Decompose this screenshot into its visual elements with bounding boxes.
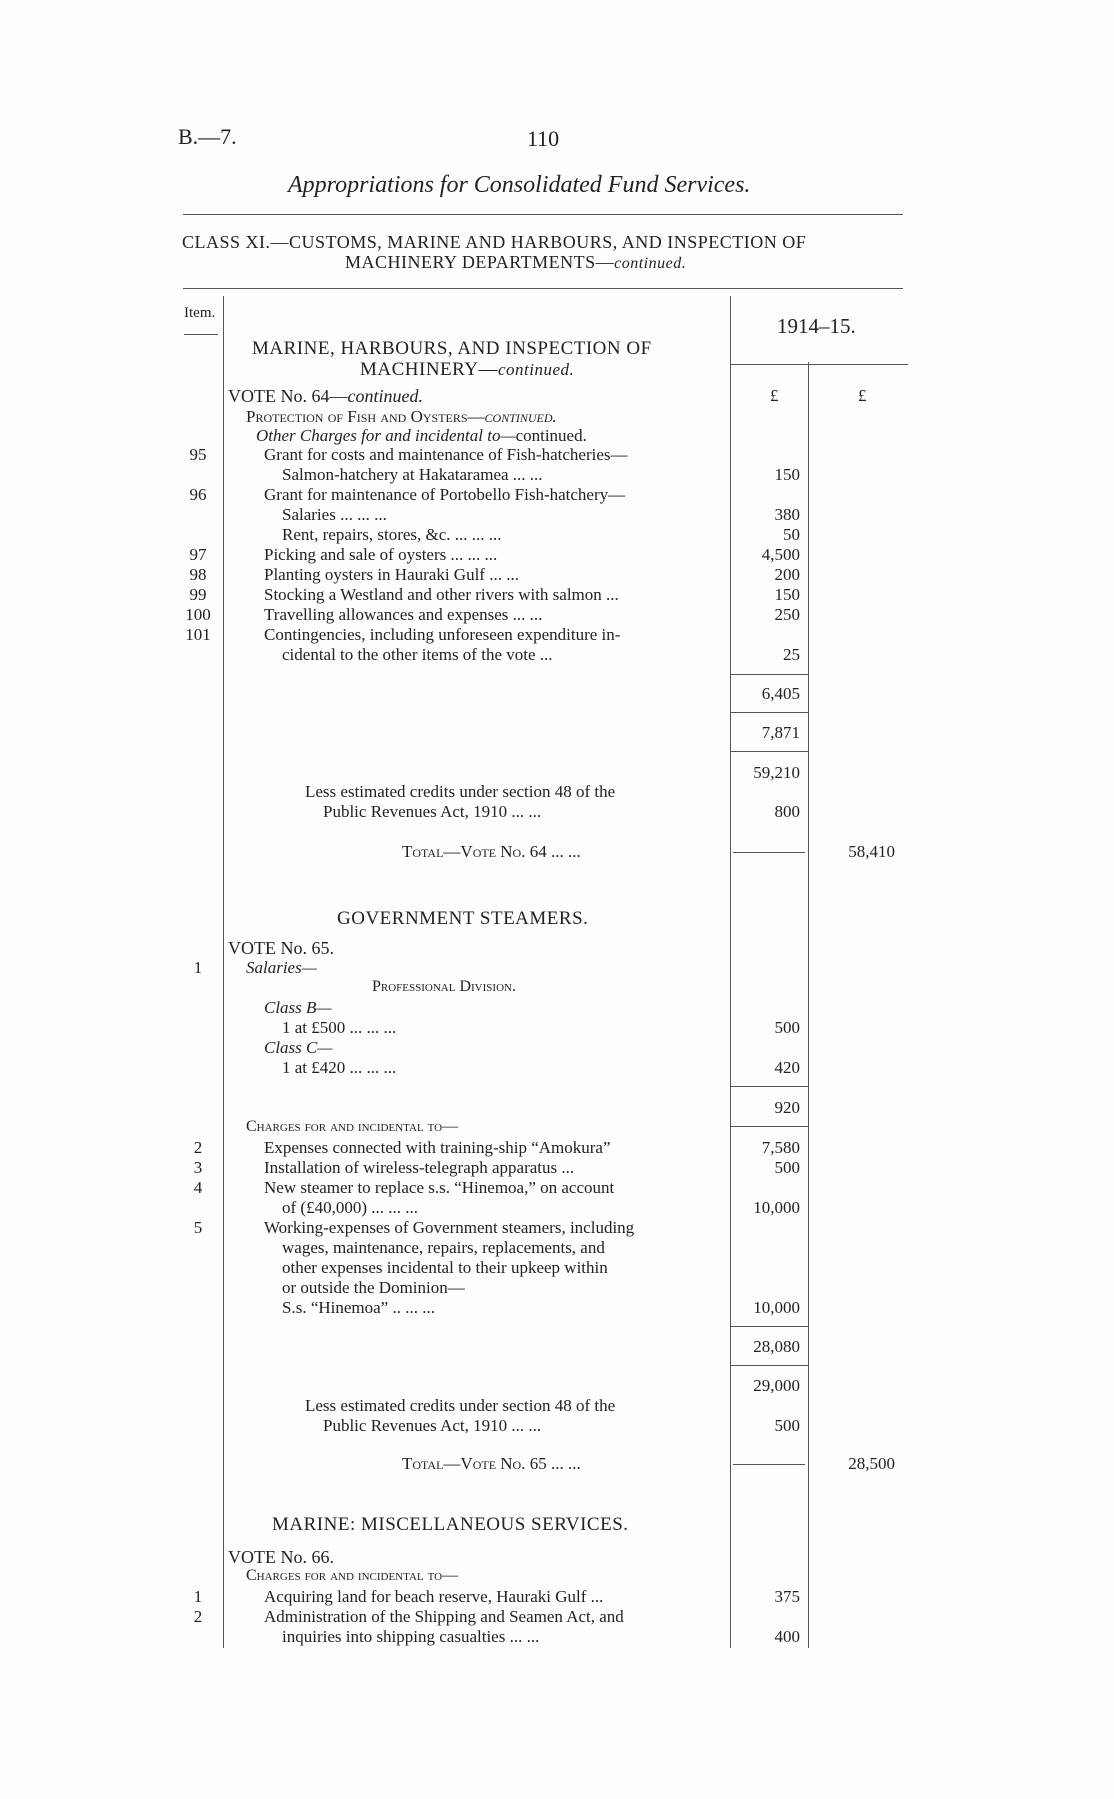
item-number: 96 [189, 485, 207, 504]
item-header: Item. [184, 305, 216, 321]
row-amount: 200 [774, 565, 800, 584]
table-row [0, 1627, 1114, 1647]
row-description: Installation of wireless-telegraph apparatus ... [264, 1158, 575, 1177]
row-amount: 10,000 [753, 1198, 800, 1217]
row-amount: 250 [774, 605, 800, 624]
row-description: cidental to the other items of the vote ... [282, 645, 553, 664]
marine-subtotal-3: 59,210 [753, 763, 800, 782]
row-amount: 7,580 [761, 1138, 800, 1157]
class-c-heading: Class C— [264, 1038, 333, 1057]
item-number: 97 [189, 545, 207, 564]
row-description: inquiries into shipping casualties ... ... [282, 1627, 540, 1646]
table-row [0, 1298, 1114, 1318]
row-description: Acquiring land for beach reserve, Hauraki Gulf ... [264, 1587, 604, 1606]
row-amount: 10,000 [753, 1298, 800, 1317]
steamers-less-line1: Less estimated credits under section 48 of the [305, 1396, 616, 1415]
misc-charges-heading: Charges for and incidental to— [246, 1567, 459, 1584]
year-header-rule [730, 364, 908, 365]
subtotal-rule [730, 712, 808, 713]
table-row [0, 1198, 1114, 1218]
row-amount: 375 [774, 1587, 800, 1606]
subtotal-rule [730, 674, 808, 675]
marine-title-cont: continued. [498, 360, 575, 379]
marine-less-line2: Public Revenues Act, 1910 ... ... [323, 802, 542, 821]
other-charges-cont: continued. [515, 426, 587, 445]
row-description: Salmon-hatchery at Hakataramea ... ... [282, 465, 543, 484]
marine-subtotal-1: 6,405 [761, 684, 800, 703]
table-row [0, 1238, 1114, 1258]
vote-64-cont: continued. [347, 386, 423, 406]
misc-title: MARINE: MISCELLANEOUS SERVICES. [272, 1514, 629, 1535]
item-number: 95 [189, 445, 207, 464]
marine-total-value: 58,410 [848, 842, 895, 861]
divider [183, 214, 903, 215]
class-title-cont: continued. [614, 255, 687, 272]
subtotal-rule [730, 1126, 808, 1127]
marine-title-2 [360, 359, 574, 381]
table-row [0, 625, 1114, 645]
protection-heading [246, 407, 557, 427]
table-row [0, 1158, 1114, 1178]
class-c-line: 1 at £420 ... ... ... [282, 1058, 397, 1077]
row-amount: 380 [774, 505, 800, 524]
item-number: 5 [193, 1218, 203, 1237]
class-title-line2 [345, 252, 686, 273]
class-title-line1: CLASS XI.—CUSTOMS, MARINE AND HARBOURS, AND INSPECTION OF [182, 232, 807, 252]
subtotal-rule [730, 1086, 808, 1087]
steamers-subtotal-2: 29,000 [753, 1376, 800, 1395]
steamers-charges-heading: Charges for and incidental to— [246, 1118, 459, 1135]
vote-64: VOTE No. 64— [228, 386, 348, 406]
class-b-line: 1 at £500 ... ... ... [282, 1018, 397, 1037]
row-description: Contingencies, including unforeseen expenditure in- [264, 625, 621, 644]
protection-label: Protection of Fish and Oysters— [246, 407, 485, 426]
table-row [0, 1278, 1114, 1298]
row-description: New steamer to replace s.s. “Hinemoa,” on account [264, 1178, 615, 1197]
row-amount: 150 [774, 465, 800, 484]
table-row [0, 605, 1114, 625]
vote-66: VOTE No. 66. [228, 1547, 334, 1567]
table-row [0, 445, 1114, 465]
row-description: Salaries ... ... ... [282, 505, 387, 524]
row-amount: 50 [783, 525, 800, 544]
row-description: Working-expenses of Government steamers, including [264, 1218, 635, 1237]
divider [183, 288, 903, 289]
marine-total-label: Total—Vote No. 64 ... ... [402, 842, 581, 861]
class-c-amount: 420 [774, 1058, 800, 1077]
item-number: 2 [193, 1607, 203, 1626]
salaries-total: 920 [774, 1098, 800, 1117]
marine-less-amount: 800 [774, 802, 800, 821]
table-row [0, 1607, 1114, 1627]
row-description: other expenses incidental to their upkeep within [282, 1258, 608, 1277]
steamers-less-amount: 500 [774, 1416, 800, 1435]
salaries-heading: Salaries— [246, 958, 317, 977]
table-row [0, 485, 1114, 505]
table-row [0, 585, 1114, 605]
table-row [0, 505, 1114, 525]
row-description: Travelling allowances and expenses ... ... [264, 605, 543, 624]
row-amount: 25 [783, 645, 800, 664]
item-number: 101 [185, 625, 211, 644]
table-row [0, 1258, 1114, 1278]
marine-subtotal-2: 7,871 [761, 723, 800, 742]
row-description: Grant for maintenance of Portobello Fish-hatchery— [264, 485, 626, 504]
table-row [0, 1178, 1114, 1198]
subtotal-rule [730, 1326, 808, 1327]
page-title: Appropriations for Consolidated Fund Services. [288, 172, 751, 198]
steamers-subtotal-1: 28,080 [753, 1337, 800, 1356]
steamers-total-label: Total—Vote No. 65 ... ... [402, 1454, 581, 1473]
table-row [0, 645, 1114, 665]
table-row [0, 565, 1114, 585]
year-header: 1914–15. [777, 314, 856, 338]
table-row [0, 1138, 1114, 1158]
marine-less-line1: Less estimated credits under section 48 of the [305, 782, 616, 801]
item-number: 98 [189, 565, 207, 584]
row-description: Rent, repairs, stores, &c. ... ... ... [282, 525, 502, 544]
table-row [0, 545, 1114, 565]
protection-cont: continued. [484, 407, 557, 426]
subtotal-rule [730, 751, 808, 752]
row-description: S.s. “Hinemoa” .. ... ... [282, 1298, 435, 1317]
other-charges-heading [256, 426, 587, 446]
other-charges-label: Other Charges for and incidental to— [256, 426, 516, 445]
row-description: wages, maintenance, repairs, replacements, and [282, 1238, 605, 1257]
row-description: of (£40,000) ... ... ... [282, 1198, 418, 1217]
item-header-rule [184, 334, 218, 335]
row-description: Grant for costs and maintenance of Fish-hatcheries— [264, 445, 628, 464]
marine-title-1: MARINE, HARBOURS, AND INSPECTION OF [252, 338, 652, 359]
row-description: Administration of the Shipping and Seamen Act, and [264, 1607, 624, 1626]
item-number: 1 [193, 958, 203, 977]
steamers-less-line2: Public Revenues Act, 1910 ... ... [323, 1416, 542, 1435]
steamers-total-value: 28,500 [848, 1454, 895, 1473]
item-number: 2 [193, 1138, 203, 1157]
table-row [0, 525, 1114, 545]
item-number: 99 [189, 585, 207, 604]
row-amount: 500 [774, 1158, 800, 1177]
row-amount: 4,500 [761, 545, 800, 564]
division-heading: Professional Division. [372, 978, 516, 995]
vote-64-label [228, 386, 423, 407]
item-number: 100 [185, 605, 211, 624]
row-description: Picking and sale of oysters ... ... ... [264, 545, 498, 564]
page-number: 110 [527, 126, 560, 151]
table-row [0, 1218, 1114, 1238]
item-number: 3 [193, 1158, 203, 1177]
row-amount: 150 [774, 585, 800, 604]
item-number: 4 [193, 1178, 203, 1197]
marine-title-main: MACHINERY— [360, 359, 499, 380]
item-number: 1 [193, 1587, 203, 1606]
row-description: Stocking a Westland and other rivers with salmon ... [264, 585, 619, 604]
subtotal-rule [730, 1365, 808, 1366]
row-amount: 400 [774, 1627, 800, 1646]
steamers-title: GOVERNMENT STEAMERS. [337, 908, 589, 929]
class-b-heading: Class B— [264, 998, 332, 1017]
page-ref: B.—7. [178, 124, 237, 149]
table-row [0, 1587, 1114, 1607]
class-title-main: MACHINERY DEPARTMENTS— [345, 252, 615, 272]
class-b-amount: 500 [774, 1018, 800, 1037]
pound-sign-1: £ [770, 386, 779, 405]
vote-65: VOTE No. 65. [228, 938, 334, 958]
row-description: Planting oysters in Hauraki Gulf ... ... [264, 565, 519, 584]
pound-sign-2: £ [858, 386, 867, 405]
row-description: Expenses connected with training-ship “Amokura” [264, 1138, 611, 1157]
row-description: or outside the Dominion— [282, 1278, 465, 1297]
table-row [0, 465, 1114, 485]
